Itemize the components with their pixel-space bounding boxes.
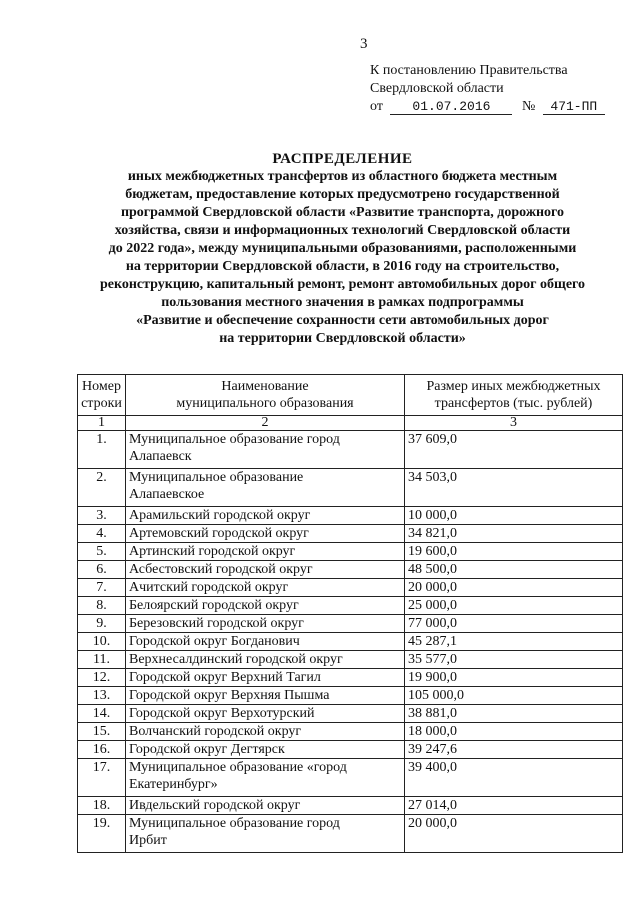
- title-line: до 2022 года», между муниципальными образованиями, расположенными: [108, 241, 577, 256]
- attachment-block: [370, 62, 605, 116]
- row-number: 15.: [78, 723, 126, 741]
- row-number: 3.: [78, 507, 126, 525]
- column-index: 1: [78, 416, 126, 431]
- title-line: на территории Свердловской области, в 2016 году на строительство,: [125, 259, 560, 274]
- table-row: [78, 579, 623, 597]
- table-row: [78, 507, 623, 525]
- row-number: 13.: [78, 687, 126, 705]
- row-number: 7.: [78, 579, 126, 597]
- title-line: хозяйства, связи и информационных технологий Свердловской области: [114, 223, 571, 238]
- transfer-amount: 48 500,0: [405, 561, 623, 579]
- title-heading: РАСПРЕДЕЛЕНИЕ: [272, 151, 413, 167]
- header-municipality: Наименование муниципального образования: [126, 375, 405, 416]
- municipality-name: Ивдельский городской округ: [126, 797, 405, 815]
- table-row: [78, 431, 623, 469]
- row-number: 14.: [78, 705, 126, 723]
- row-number: 11.: [78, 651, 126, 669]
- table-row: [78, 705, 623, 723]
- municipality-name: Городской округ Дегтярск: [126, 741, 405, 759]
- transfer-amount: 18 000,0: [405, 723, 623, 741]
- municipality-name: Муниципальное образование город Алапаевск: [126, 431, 405, 469]
- transfer-amount: 19 600,0: [405, 543, 623, 561]
- municipality-name: Арамильский городской округ: [126, 507, 405, 525]
- row-number: 12.: [78, 669, 126, 687]
- transfer-amount: 34 821,0: [405, 525, 623, 543]
- row-number: 16.: [78, 741, 126, 759]
- table-row: [78, 651, 623, 669]
- table-row: [78, 797, 623, 815]
- row-number: 19.: [78, 815, 126, 853]
- table-row: [78, 561, 623, 579]
- municipality-name: Верхнесалдинский городской округ: [126, 651, 405, 669]
- from-label: от: [370, 99, 383, 114]
- transfer-amount: 34 503,0: [405, 469, 623, 507]
- municipality-name: Городской округ Верхняя Пышма: [126, 687, 405, 705]
- table-row: [78, 723, 623, 741]
- municipality-name: Городской округ Верхотурский: [126, 705, 405, 723]
- number-sign: №: [521, 99, 536, 114]
- transfer-amount: 35 577,0: [405, 651, 623, 669]
- transfer-amount: 25 000,0: [405, 597, 623, 615]
- row-number: 18.: [78, 797, 126, 815]
- page-number: 3: [360, 36, 368, 52]
- table-row: [78, 687, 623, 705]
- municipality-name: Березовский городской округ: [126, 615, 405, 633]
- municipality-name: Ачитский городской округ: [126, 579, 405, 597]
- header-row-number: Номер строки: [78, 375, 126, 416]
- title-line: «Развитие и обеспечение сохранности сети автомобильных дорог: [136, 313, 549, 328]
- table-row: [78, 543, 623, 561]
- row-number: 6.: [78, 561, 126, 579]
- municipality-name: Артемовский городской округ: [126, 525, 405, 543]
- table-row: [78, 815, 623, 853]
- column-index-row: [78, 416, 623, 431]
- table-row: [78, 597, 623, 615]
- transfer-amount: 38 881,0: [405, 705, 623, 723]
- municipality-name: Волчанский городской округ: [126, 723, 405, 741]
- table-row: [78, 469, 623, 507]
- transfer-amount: 19 900,0: [405, 669, 623, 687]
- attachment-line-1: К постановлению Правительства: [370, 63, 568, 78]
- table-row: [78, 759, 623, 797]
- row-number: 17.: [78, 759, 126, 797]
- transfer-amount: 39 247,6: [405, 741, 623, 759]
- title-line: программой Свердловской области «Развитие транспорта, дорожного: [120, 205, 565, 220]
- municipality-name: Городской округ Богданович: [126, 633, 405, 651]
- table-row: [78, 615, 623, 633]
- table-body: [78, 431, 623, 853]
- row-number: 8.: [78, 597, 126, 615]
- transfer-amount: 37 609,0: [405, 431, 623, 469]
- column-index: 3: [405, 416, 623, 431]
- row-number: 1.: [78, 431, 126, 469]
- title-line: иных межбюджетных трансфертов из областного бюджета местным: [127, 169, 558, 184]
- table-row: [78, 741, 623, 759]
- municipality-name: Муниципальное образование Алапаевское: [126, 469, 405, 507]
- table-row: [78, 525, 623, 543]
- municipality-name: Асбестовский городской округ: [126, 561, 405, 579]
- title-line: реконструкцию, капитальный ремонт, ремонт автомобильных дорог общего: [99, 277, 586, 292]
- attachment-line-3: [370, 98, 605, 116]
- municipality-name: Артинский городской округ: [126, 543, 405, 561]
- transfer-amount: 20 000,0: [405, 815, 623, 853]
- row-number: 5.: [78, 543, 126, 561]
- document-title: [60, 150, 625, 348]
- municipality-name: Муниципальное образование город Ирбит: [126, 815, 405, 853]
- row-number: 4.: [78, 525, 126, 543]
- attachment-line-2: Свердловской области: [370, 81, 504, 96]
- title-line: на территории Свердловской области»: [219, 331, 466, 346]
- decree-number: 471-ПП: [543, 99, 605, 115]
- table-row: [78, 633, 623, 651]
- transfer-amount: 27 014,0: [405, 797, 623, 815]
- transfer-amount: 39 400,0: [405, 759, 623, 797]
- transfer-amount: 10 000,0: [405, 507, 623, 525]
- transfer-amount: 105 000,0: [405, 687, 623, 705]
- municipality-name: Муниципальное образование «город Екатеринбург»: [126, 759, 405, 797]
- transfer-amount: 77 000,0: [405, 615, 623, 633]
- allocation-table: [77, 374, 623, 853]
- municipality-name: Городской округ Верхний Тагил: [126, 669, 405, 687]
- transfer-amount: 20 000,0: [405, 579, 623, 597]
- table-row: [78, 669, 623, 687]
- row-number: 9.: [78, 615, 126, 633]
- transfer-amount: 45 287,1: [405, 633, 623, 651]
- municipality-name: Белоярский городской округ: [126, 597, 405, 615]
- title-line: пользования местного значения в рамках подпрограммы: [161, 295, 524, 310]
- row-number: 2.: [78, 469, 126, 507]
- title-line: бюджетам, предоставление которых предусмотрено государственной: [125, 187, 560, 202]
- row-number: 10.: [78, 633, 126, 651]
- column-index: 2: [126, 416, 405, 431]
- header-transfer-amount: Размер иных межбюджетных трансфертов (тыс. рублей): [405, 375, 623, 416]
- decree-date: 01.07.2016: [390, 99, 512, 115]
- table-header-row: [78, 375, 623, 416]
